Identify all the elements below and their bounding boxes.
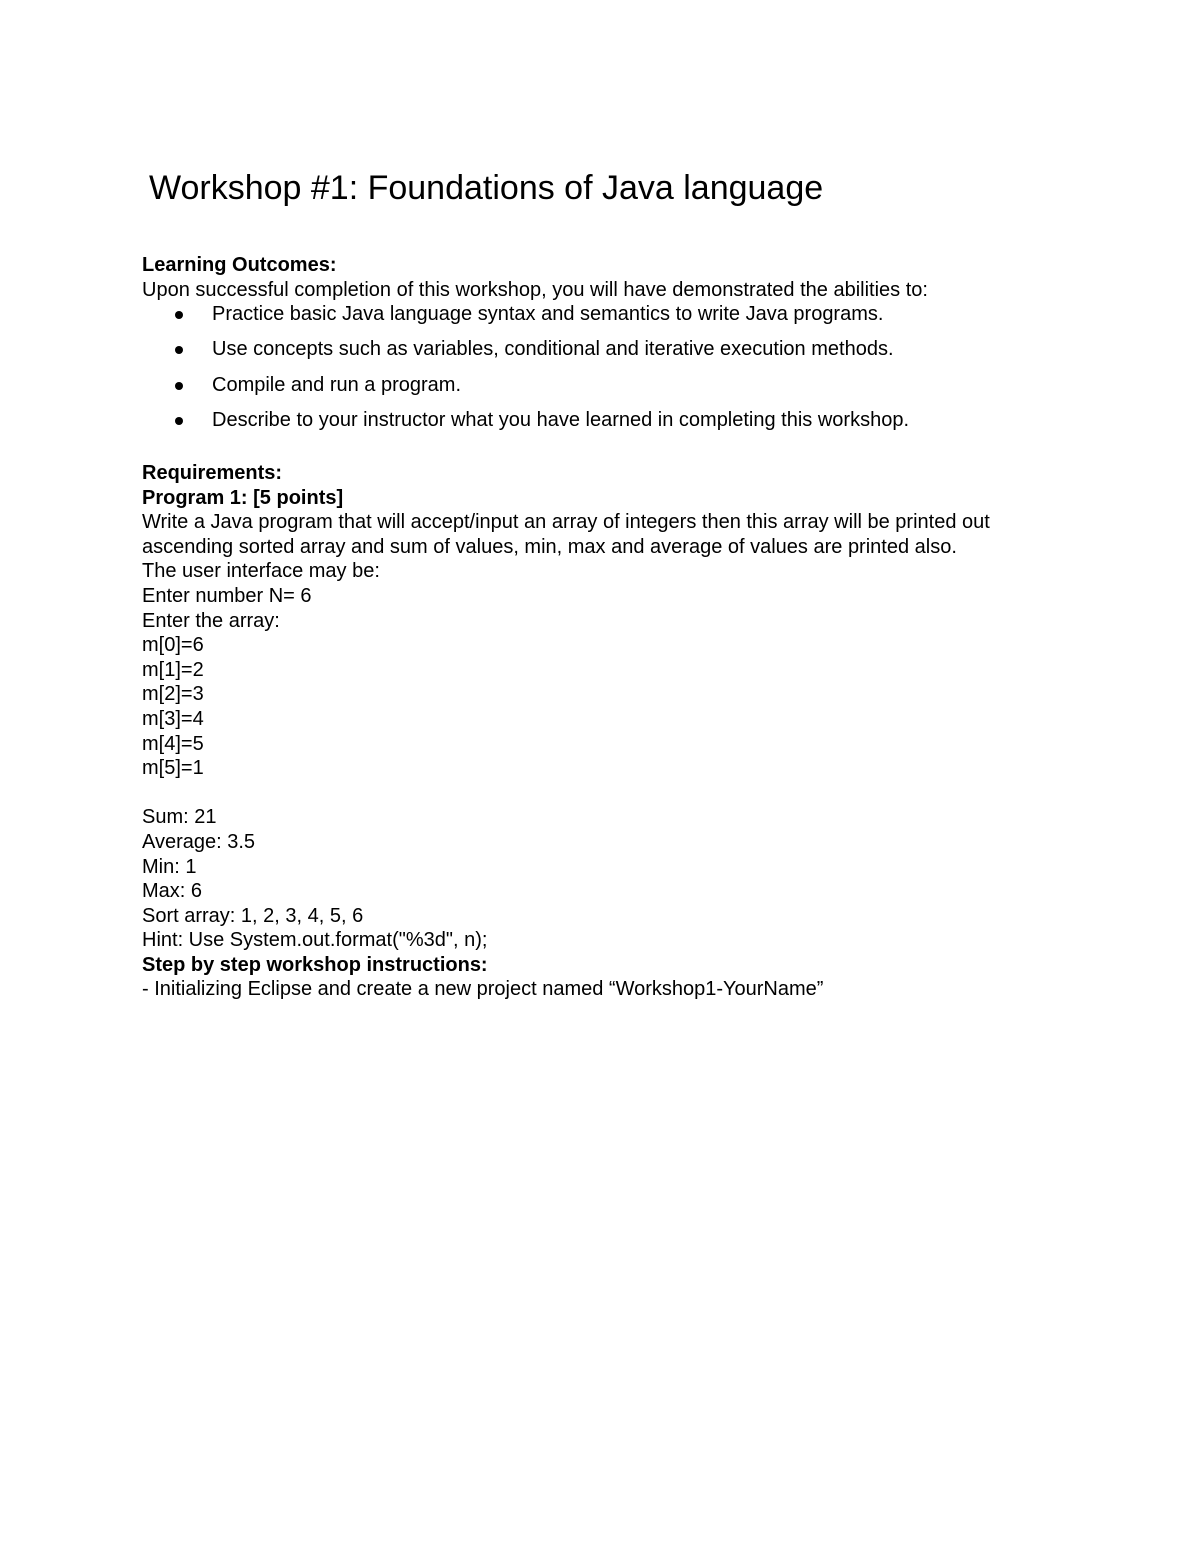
bullet-icon <box>175 346 183 354</box>
list-item <box>142 337 1102 372</box>
result-average: Average: 3.5 <box>142 830 256 853</box>
requirements-section <box>142 461 1102 1002</box>
program-description-line-1: Write a Java program that will accept/input an array of integers then this array will be printed out <box>142 511 990 534</box>
list-item-text: Compile and run a program. <box>212 373 462 396</box>
hint-text: Hint: Use System.out.format("%3d", n); <box>142 929 488 952</box>
sample-line-enter-array: Enter the array: <box>142 609 280 632</box>
sample-line-m4: m[4]=5 <box>142 732 204 755</box>
requirements-heading: Requirements: <box>142 462 283 484</box>
result-sum: Sum: 21 <box>142 806 217 829</box>
steps-heading: Step by step workshop instructions: <box>142 953 488 976</box>
program-description-line-2: ascending sorted array and sum of values, min, max and average of values are printed also. <box>142 535 957 558</box>
result-min: Min: 1 <box>142 855 197 878</box>
learning-outcomes-section <box>142 253 1102 443</box>
sample-line-m5: m[5]=1 <box>142 757 204 780</box>
learning-outcomes-intro: Upon successful completion of this workshop, you will have demonstrated the abilities to: <box>142 278 928 301</box>
sample-line-m3: m[3]=4 <box>142 707 204 730</box>
list-item-text: Practice basic Java language syntax and semantics to write Java programs. <box>212 303 884 326</box>
list-item <box>142 408 1102 443</box>
document-title: Workshop #1: Foundations of Java language <box>149 169 824 207</box>
list-item-text: Use concepts such as variables, conditional and iterative execution methods. <box>212 338 894 361</box>
learning-outcomes-heading: Learning Outcomes: <box>142 254 337 276</box>
sample-line-enter-n: Enter number N= 6 <box>142 584 312 607</box>
ui-intro-text: The user interface may be: <box>142 560 380 583</box>
bullet-icon <box>175 382 183 390</box>
blank-line <box>142 781 1102 806</box>
list-item-text: Describe to your instructor what you have learned in completing this workshop. <box>212 409 910 432</box>
list-item <box>142 302 1102 337</box>
learning-outcomes-list <box>142 302 1102 443</box>
sample-line-m2: m[2]=3 <box>142 683 204 706</box>
result-max: Max: 6 <box>142 880 203 903</box>
program-heading: Program 1: [5 points] <box>142 486 344 509</box>
list-item <box>142 373 1102 408</box>
sample-line-m1: m[1]=2 <box>142 658 204 681</box>
step-item: - Initializing Eclipse and create a new project named “Workshop1-YourName” <box>142 978 824 1001</box>
sample-line-m0: m[0]=6 <box>142 634 204 657</box>
bullet-icon <box>175 417 183 425</box>
bullet-icon <box>175 311 183 319</box>
result-sort-array: Sort array: 1, 2, 3, 4, 5, 6 <box>142 904 364 927</box>
